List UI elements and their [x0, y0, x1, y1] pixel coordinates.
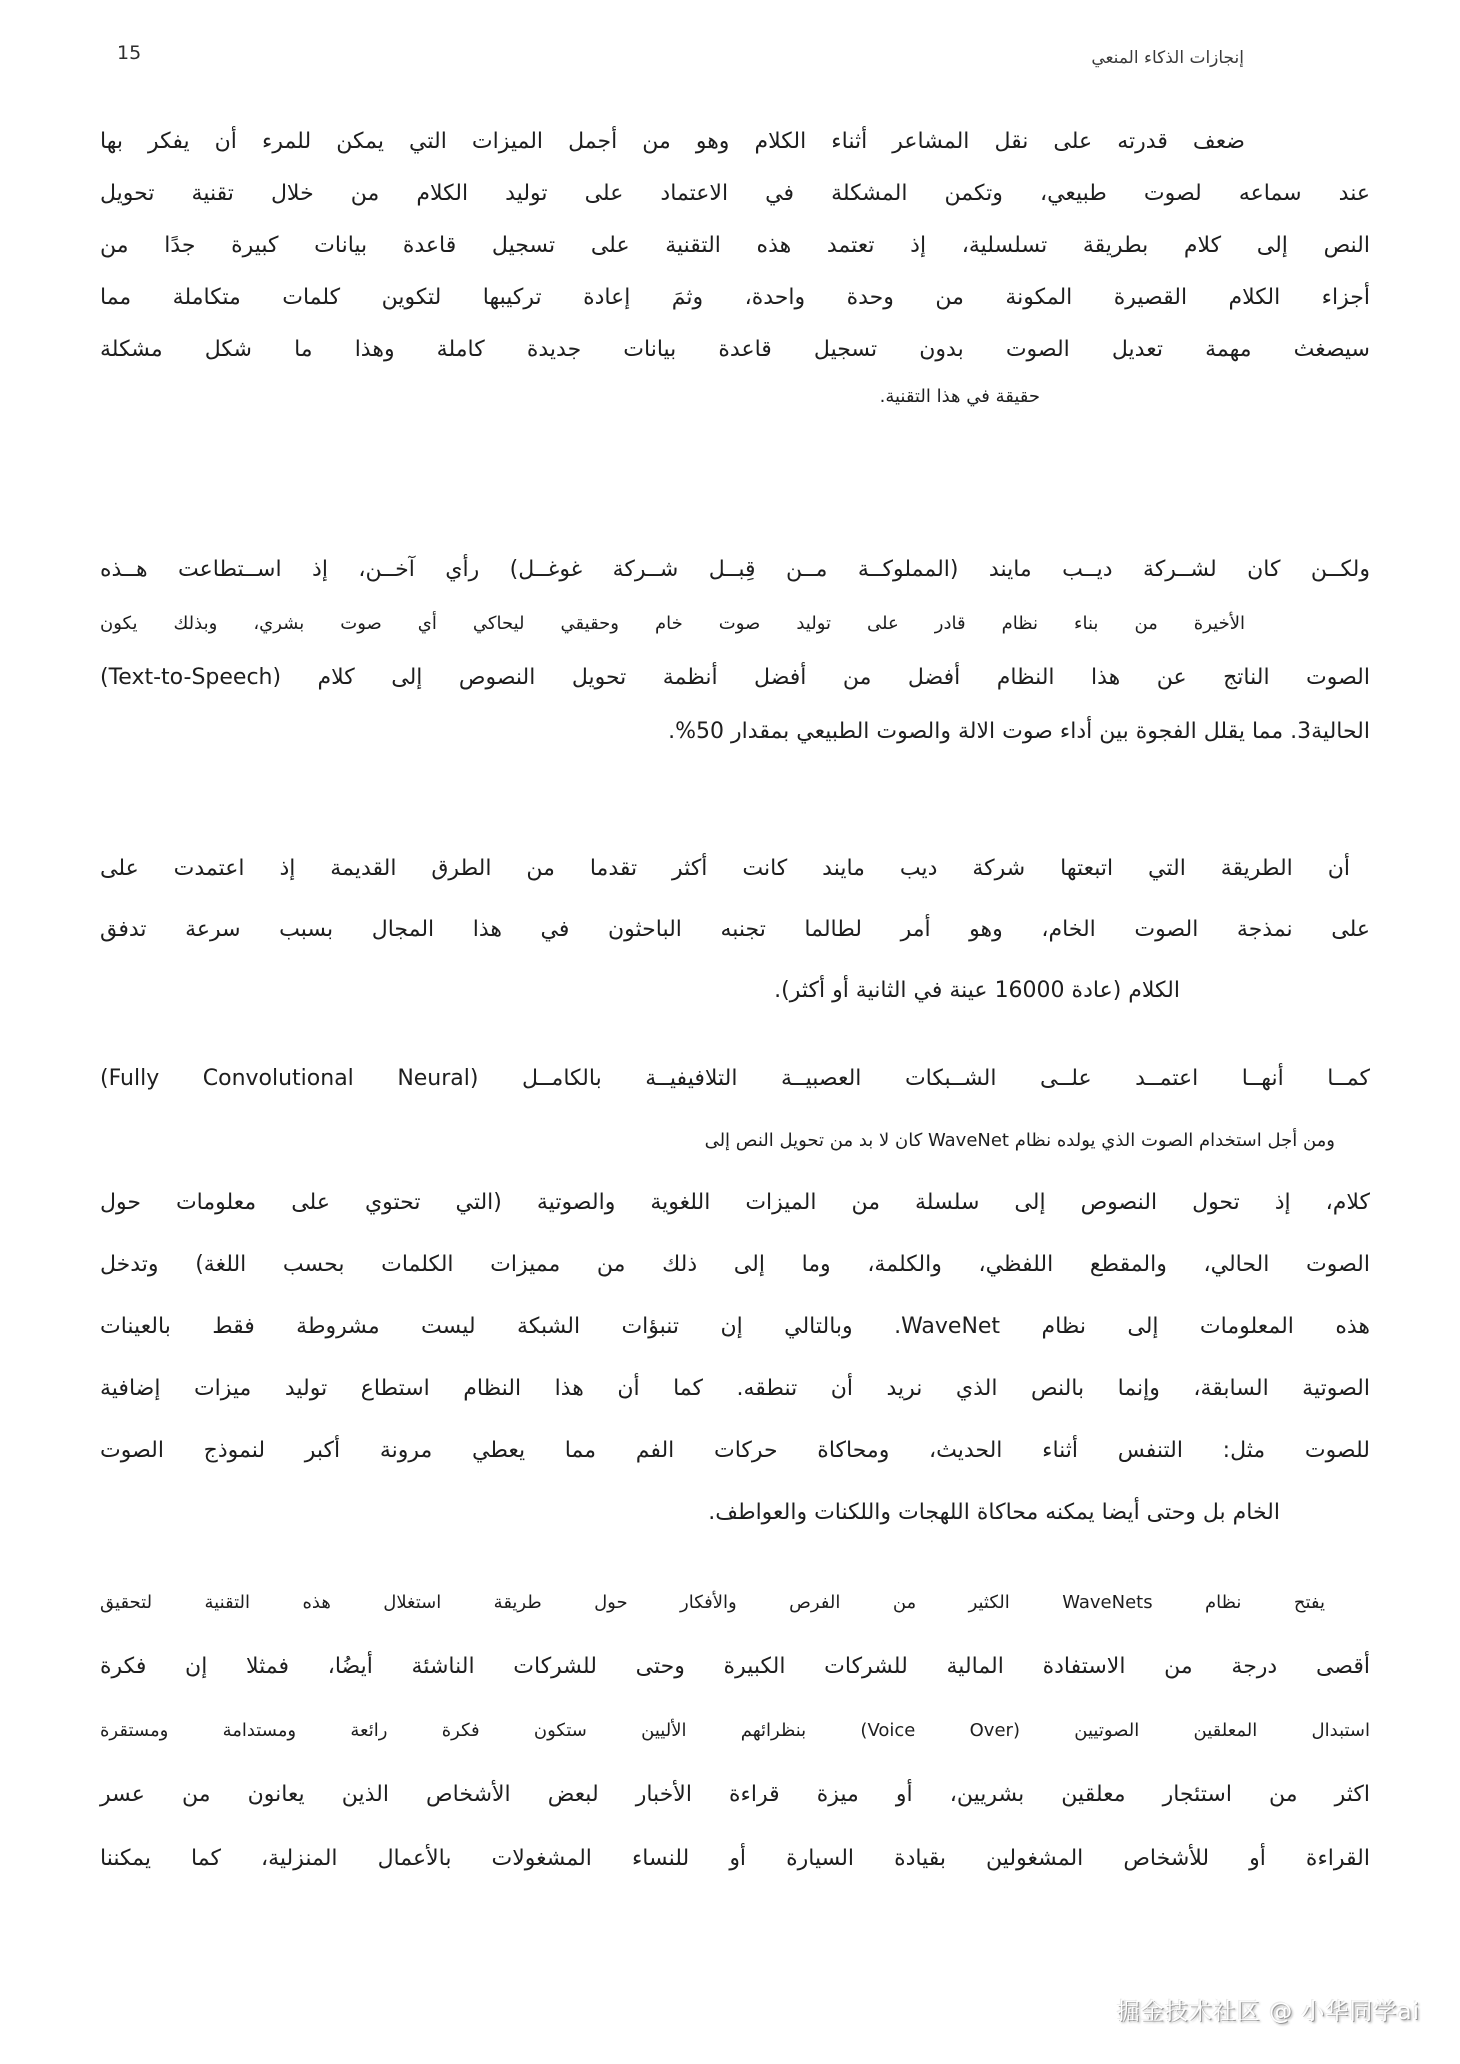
text-line: على نمذجة الصوت الخام، وهو أمر لطالما تجنبه الباحثون في هذا المجال بسبب سرعة تدفق: [100, 917, 1370, 942]
text-line: ومن أجل استخدام الصوت الذي يولده نظام WaveNet كان لا بد من تحويل النص إلى: [704, 1130, 1335, 1151]
text-line: ضعف قدرته على نقل المشاعر أثناء الكلام وهو من أجمل الميزات التي يمكن للمرء أن يفكر بها: [100, 129, 1245, 154]
text-line: الخام بل وحتى أيضا يمكنه محاكاة اللهجات واللكنات والعواطف.: [708, 1500, 1280, 1525]
paragraph-2: [100, 543, 1370, 759]
page-header-title: إنجازات الذكاء المنعي: [1091, 48, 1244, 68]
paragraph-4: [100, 1048, 1370, 1544]
text-line: الصوت الحالي، والمقطع اللفظي، والكلمة، وما إلى ذلك من مميزات الكلمات بحسب اللغة) وتدخل: [100, 1252, 1370, 1277]
text-line: القراءة أو للأشخاص المشغولين بقيادة السيارة أو للنساء المشغولات بالأعمال المنزلية، كما يمكننا: [100, 1846, 1370, 1871]
watermark: 掘金技术社区 @ 小华同学ai: [1116, 1999, 1420, 2025]
text-line: الصوت الناتج عن هذا النظام أفضل من أفضل أنظمة تحويل النصوص إلى كلام (Text-to-Speech): [100, 665, 1370, 690]
text-line: أقصى درجة من الاستفادة المالية للشركات الكبيرة وحتى للشركات الناشئة أيضُا، فمثلا إن فكرة: [100, 1654, 1370, 1679]
text-line: ولكــن كان لشــركة ديــب مايند (المملوكــة مــن قِبــل شــركة غوغــل) رأي آخــن، إذ اســتطاعت هــذه: [100, 557, 1370, 582]
text-line: يفتح نظام WaveNets الكثير من الفرص والأفكار حول طريقة استغلال هذه التقنية لتحقيق: [100, 1592, 1326, 1613]
text-line: كمــا أنهــا اعتمــد علــى الشــبكات العصبيــة التلافيفيــة بالكامــل (Fully Convolutional Neural): [100, 1066, 1370, 1091]
paragraph-1: [100, 116, 1370, 418]
text-line: عند سماعه لصوت طبيعي، وتكمن المشكلة في الاعتماد على توليد الكلام من خلال تقنية تحويل: [100, 181, 1370, 206]
text-line: أجزاء الكلام القصيرة المكونة من وحدة واحدة، وثمَ إعادة تركيبها لتكوين كلمات متكاملة مما: [100, 285, 1370, 310]
page-number: 15: [117, 42, 142, 64]
text-line: للصوت مثل: التنفس أثناء الحديث، ومحاكاة حركات الفم مما يعطي مرونة أكبر لنموذج الصوت: [100, 1438, 1370, 1463]
text-line: استبدال المعلقين الصوتيين (Voice Over) بنظرائهم الأليين ستكون فكرة رائعة ومستدامة ومستقرة: [100, 1720, 1371, 1741]
text-line: كلام، إذ تحول النصوص إلى سلسلة من الميزات اللغوية والصوتية (التي تحتوي على معلومات حول: [100, 1190, 1370, 1215]
text-line: أن الطريقة التي اتبعتها شركة ديب مايند كانت أكثر تقدما من الطرق القديمة إذ اعتمدت على: [100, 856, 1350, 881]
text-line: اكثر من استئجار معلقين بشريين، أو ميزة قراءة الأخبار لبعض الأشخاص الذين يعانون من عسر: [100, 1782, 1370, 1807]
text-line: النص إلى كلام بطريقة تسلسلية، إذ تعتمد هذه التقنية على تسجيل قاعدة بيانات كبيرة جدًا من: [100, 233, 1370, 258]
paragraph-5: [100, 1571, 1370, 1891]
text-line: الصوتية السابقة، وإنما بالنص الذي نريد أن تنطقه. كما أن هذا النظام استطاع توليد ميزات إضافية: [100, 1376, 1370, 1401]
text-line: سيصغث مهمة تعديل الصوت بدون تسجيل قاعدة بيانات جديدة كاملة وهذا ما شكل مشكلة: [100, 337, 1370, 362]
text-line: الكلام (عادة 16000 عينة في الثانية أو أكثر).: [774, 978, 1180, 1003]
text-line: الأخيرة من بناء نظام قادر على توليد صوت خام وحقيقي ليحاكي أي صوت بشري، وبذلك يكون: [100, 613, 1245, 634]
text-line: هذه المعلومات إلى نظام WaveNet. وبالتالي إن تنبؤات الشبكة ليست مشروطة فقط بالعينات: [100, 1314, 1370, 1339]
paragraph-3: [100, 838, 1370, 1021]
text-line: الحالية3. مما يقلل الفجوة بين أداء صوت الالة والصوت الطبيعي بمقدار 50%.: [668, 719, 1370, 744]
text-line: حقيقة في هذا التقنية.: [879, 386, 1040, 407]
